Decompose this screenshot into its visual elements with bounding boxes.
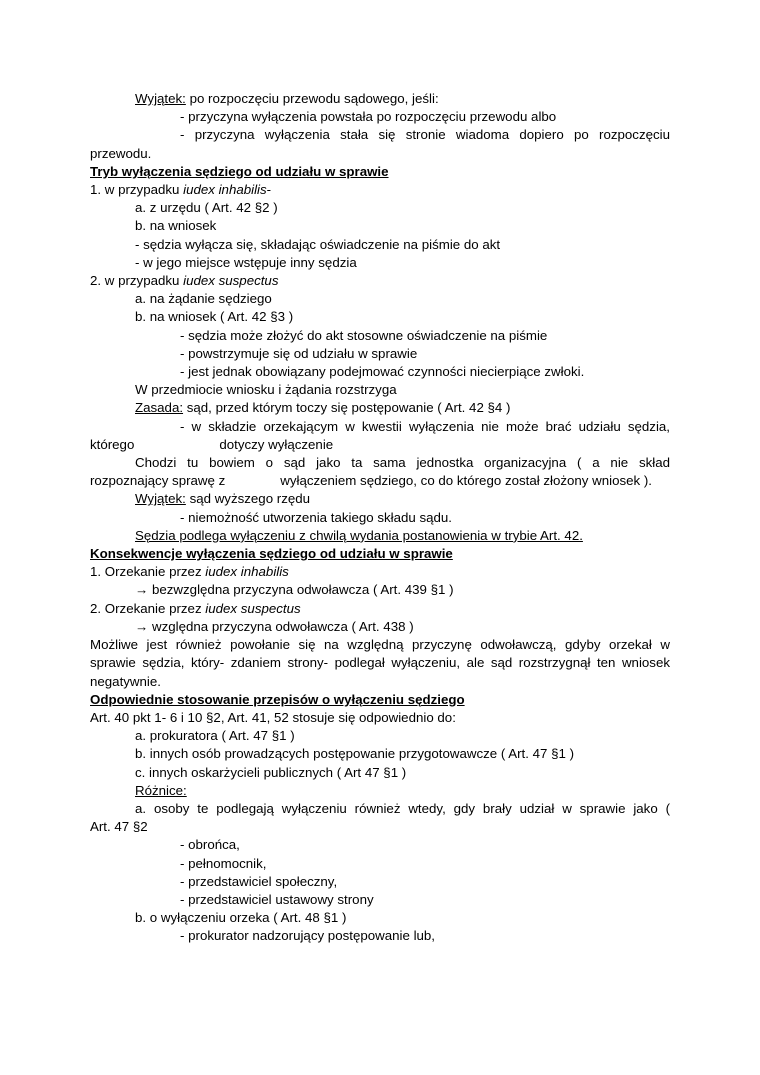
- text-run: iudex suspectus: [205, 600, 301, 616]
- text-line: [90, 927, 670, 945]
- text-run: - sędzia może złożyć do akt stosowne oświadczenie na piśmie: [180, 327, 548, 343]
- text-line: [90, 145, 670, 163]
- text-run: sąd, przed którym toczy się postępowanie ( Art. 42 §4 ): [183, 400, 511, 416]
- text-run: - niemożność utworzenia takiego składu sądu.: [180, 509, 452, 525]
- text-line: [90, 618, 670, 636]
- text-run: sąd wyższego rzędu: [185, 491, 311, 507]
- text-run: b. innych osób prowadzących postępowanie przygotowawcze ( Art. 47 §1 ): [135, 746, 575, 762]
- section-heading: Odpowiednie stosowanie przepisów o wyłączeniu sędziego: [90, 691, 465, 707]
- text-run: a. na żądanie sędziego: [135, 291, 272, 307]
- text-run: -: [266, 182, 272, 198]
- text-run: Sędzia podlega wyłączeniu z chwilą wydania postanowienia w trybie Art. 42.: [135, 527, 583, 543]
- text-run: Wyjątek:: [135, 491, 186, 507]
- text-run: negatywnie.: [90, 673, 161, 689]
- text-run: → bezwzględna przyczyna odwoławcza ( Art. 439 §1 ): [135, 582, 454, 598]
- text-line: [90, 217, 670, 235]
- text-line: [90, 909, 670, 927]
- text-run: - przyczyna wyłączenia powstała po rozpoczęciu przewodu albo: [180, 109, 557, 125]
- text-run: a. osoby te podlegają wyłączeniu również wtedy, gdy brały udział w sprawie jako (: [135, 800, 670, 816]
- text-line: [90, 636, 670, 654]
- text-run: dotyczy wyłączenie: [219, 436, 334, 452]
- text-run: 2. w przypadku: [90, 273, 184, 289]
- text-run: Art. 47 §2: [90, 819, 148, 835]
- text-run: - sędzia wyłącza się, składając oświadczenie na piśmie do akt: [135, 236, 501, 252]
- text-run: W przedmiocie wniosku i żądania rozstrzyga: [135, 382, 397, 398]
- text-run: - pełnomocnik,: [180, 855, 267, 871]
- text-run: przewodu.: [90, 145, 152, 161]
- text-line: [90, 745, 670, 763]
- text-line: [90, 527, 670, 545]
- text-run: - przedstawiciel ustawowy strony: [180, 891, 374, 907]
- text-line: [90, 327, 670, 345]
- text-line: [90, 108, 670, 126]
- text-run: → względna przyczyna odwoławcza ( Art. 438 ): [135, 618, 414, 634]
- text-line: [90, 873, 670, 891]
- text-run: iudex suspectus: [183, 273, 279, 289]
- text-line: [90, 855, 670, 873]
- text-line: [90, 126, 670, 144]
- text-line: [90, 418, 670, 436]
- text-line: [90, 381, 670, 399]
- text-line: [90, 509, 670, 527]
- text-run: iudex inhabilis: [183, 182, 267, 198]
- text-line: [90, 436, 670, 454]
- text-run: - przyczyna wyłączenia stała się stronie wiadoma dopiero po rozpoczęciu: [180, 127, 670, 143]
- text-line: [90, 581, 670, 599]
- text-line: [90, 254, 670, 272]
- text-line: [90, 654, 670, 672]
- text-run: b. o wyłączeniu orzeka ( Art. 48 §1 ): [135, 910, 347, 926]
- text-run: po rozpoczęciu przewodu sądowego, jeśli:: [185, 91, 439, 106]
- text-line: [90, 691, 670, 709]
- text-run: a. prokuratora ( Art. 47 §1 ): [135, 728, 295, 744]
- text-run: Wyjątek:: [135, 91, 186, 106]
- text-line: [90, 891, 670, 909]
- text-line: [90, 836, 670, 854]
- text-line: [90, 399, 670, 417]
- text-run: a. z urzędu ( Art. 42 §2 ): [135, 200, 278, 216]
- text-run: 1. w przypadku: [90, 182, 184, 198]
- text-run: - w jego miejsce wstępuje inny sędzia: [135, 254, 357, 270]
- text-line: [90, 490, 670, 508]
- text-run: iudex inhabilis: [205, 564, 289, 580]
- text-line: [90, 308, 670, 326]
- text-line: [90, 345, 670, 363]
- text-line: [90, 818, 670, 836]
- text-line: [90, 272, 670, 290]
- text-line: [90, 782, 670, 800]
- text-run: 2. Orzekanie przez: [90, 600, 206, 616]
- text-run: którego: [90, 436, 135, 452]
- text-line: [90, 727, 670, 745]
- text-line: [90, 290, 670, 308]
- text-run: rozpoznający sprawę z: [90, 473, 226, 489]
- text-line: [90, 236, 670, 254]
- text-run: - obrońca,: [180, 837, 240, 853]
- section-heading: Tryb wyłączenia sędziego od udziału w sprawie: [90, 163, 389, 179]
- section-heading: Konsekwencje wyłączenia sędziego od udziału w sprawie: [90, 546, 453, 562]
- text-run: wyłączeniem sędziego, co do którego został złożony wniosek ).: [280, 473, 653, 489]
- text-run: Art. 40 pkt 1- 6 i 10 §2, Art. 41, 52 stosuje się odpowiednio do:: [90, 709, 456, 725]
- text-line: [90, 563, 670, 581]
- text-run: sprawie sędzia, który- zdaniem strony- podlegał wyłączeniu, ale sąd rozstrzygnął ten wniosek: [90, 655, 670, 671]
- text-line: [90, 764, 670, 782]
- text-line: [90, 90, 670, 108]
- text-line: [90, 199, 670, 217]
- text-run: Chodzi tu bowiem o sąd jako ta sama jednostka organizacyjna ( a nie skład: [135, 455, 670, 471]
- text-line: [90, 163, 670, 181]
- text-run: - przedstawiciel społeczny,: [180, 873, 338, 889]
- text-run: 1. Orzekanie przez: [90, 564, 206, 580]
- text-run: c. innych oskarżycieli publicznych ( Art 47 §1 ): [135, 764, 407, 780]
- document-page: [90, 90, 670, 946]
- text-run: - powstrzymuje się od udziału w sprawie: [180, 345, 418, 361]
- text-run: - w składzie orzekającym w kwestii wyłączenia nie może brać udziału sędzia,: [180, 418, 670, 434]
- text-line: [90, 673, 670, 691]
- text-run: b. na wniosek ( Art. 42 §3 ): [135, 309, 294, 325]
- text-line: [90, 454, 670, 472]
- text-run: - prokurator nadzorujący postępowanie lub,: [180, 928, 436, 944]
- text-line: [90, 800, 670, 818]
- text-run: - jest jednak obowiązany podejmować czynności niecierpiące zwłoki.: [180, 364, 585, 380]
- text-line: [90, 363, 670, 381]
- text-line: [90, 472, 670, 490]
- text-line: [90, 709, 670, 727]
- text-run: Zasada:: [135, 400, 184, 416]
- text-run: Różnice:: [135, 782, 187, 798]
- text-line: [90, 600, 670, 618]
- text-line: [90, 545, 670, 563]
- text-run: Możliwe jest również powołanie się na względną przyczynę odwoławczą, gdyby orzekał w: [90, 637, 670, 653]
- text-run: b. na wniosek: [135, 218, 217, 234]
- text-line: [90, 181, 670, 199]
